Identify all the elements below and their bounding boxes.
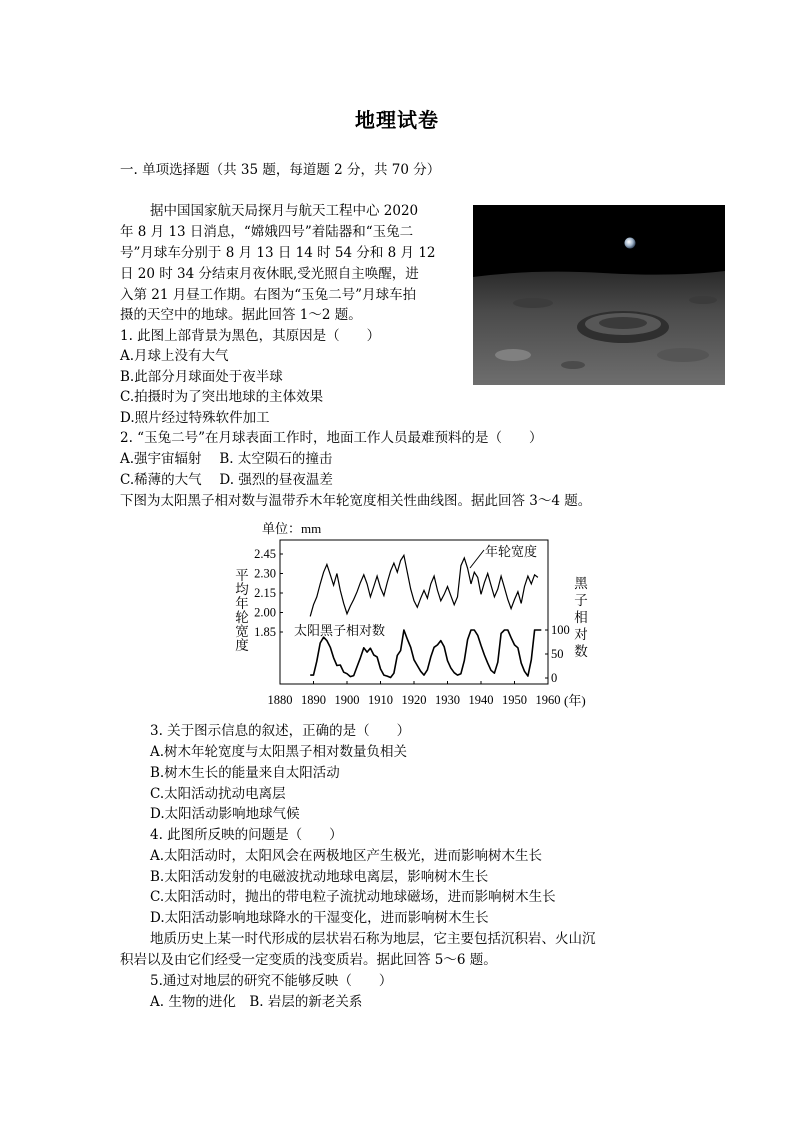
chart-frame <box>280 540 548 684</box>
earth-icon <box>625 238 636 249</box>
legend-label-sunspot: 太阳黑子相对数 <box>294 623 386 638</box>
question-3-option: D.太阳活动影响地球气候 <box>150 806 300 822</box>
question-1-stem: 1. 此图上部背景为黑色，其原因是（ ） <box>120 328 381 344</box>
x-tick-label: 1930 <box>435 693 460 707</box>
y-right-tick-label: 0 <box>551 671 558 685</box>
moon-earth-photo-art <box>473 205 725 385</box>
x-axis-unit-label: (年) <box>564 693 586 708</box>
x-tick-label: 1920 <box>401 693 427 707</box>
y-left-axis-label-char: 宽 <box>235 624 249 639</box>
passage1-line: 据中国国家航天局探月与航天工程中心 2020 <box>150 203 419 219</box>
y-right-axis-label-char: 子 <box>574 593 588 608</box>
section-heading: 一. 单项选择题（共 35 题，每道题 2 分，共 70 分） <box>120 162 441 178</box>
x-tick-label: 1960 <box>535 693 561 707</box>
question-3-stem: 3. 关于图示信息的叙述，正确的是（ ） <box>150 723 411 739</box>
question-2-stem: 2. “玉兔二号”在月球表面工作时，地面工作人员最难预料的是（ ） <box>120 430 543 446</box>
question-1-option: A.月球上没有大气 <box>120 348 229 364</box>
question-1-option: B.此部分月球面处于夜半球 <box>120 369 283 385</box>
y-left-axis-label-char: 度 <box>235 638 249 653</box>
y-right-axis-label-char: 对 <box>574 627 588 642</box>
question-5-stem: 5.通过对地层的研究不能够反映（ ） <box>150 973 393 989</box>
passage1-line: 入第 21 月昼工作期。右图为“玉兔二号”月球车拍 <box>120 287 417 303</box>
question-4-option: D.太阳活动影响地球降水的干湿变化，进而影响树木生长 <box>150 910 489 926</box>
y-left-tick-label: 1.85 <box>254 625 276 639</box>
x-tick-label: 1900 <box>334 693 360 707</box>
x-tick-label: 1950 <box>502 693 527 707</box>
question-3-option: A.树木年轮宽度与太阳黑子相对数量负相关 <box>150 744 408 760</box>
x-tick-label: 1910 <box>368 693 393 707</box>
moon-earth-photo <box>473 205 725 385</box>
passage1-line: 日 20 时 34 分结束月夜休眠,受光照自主唤醒，进 <box>120 266 419 282</box>
series-line-ring-width <box>310 555 538 616</box>
y-right-tick-label: 100 <box>551 623 570 637</box>
passage3-line: 积岩以及由它们经受一定变质的浅变质岩。据此回答 5～6 题。 <box>120 952 497 968</box>
legend-label-ring-width: 年轮宽度 <box>485 544 538 559</box>
chart-unit-label: 单位：mm <box>262 521 322 536</box>
question-1-option: D.照片经过特殊软件加工 <box>120 410 270 426</box>
chart-svg <box>228 518 598 714</box>
y-left-axis-label-char: 年 <box>235 596 249 611</box>
question-4-option: B.太阳活动发射的电磁波扰动地球电离层，影响树木生长 <box>150 869 489 885</box>
passage1-line: 号”月球车分别于 8 月 13 日 14 时 54 分和 8 月 12 <box>120 245 436 261</box>
x-tick-label: 1880 <box>267 693 293 707</box>
question-4-option: A.太阳活动时，太阳风会在两极地区产生极光，进而影响树木生长 <box>150 848 543 864</box>
y-left-tick-label: 2.00 <box>254 605 276 620</box>
y-right-axis-label-char: 数 <box>574 644 588 659</box>
passage1-line: 年 8 月 13 日消息，“嫦娥四号”着陆器和“玉兔二 <box>120 224 414 240</box>
y-right-axis-label-char: 黑 <box>574 576 588 591</box>
question-4-option: C.太阳活动时，抛出的带电粒子流扰动地球磁场，进而影响树木生长 <box>150 889 556 905</box>
sunspot-treering-chart <box>228 518 598 714</box>
x-tick-label: 1890 <box>301 693 326 707</box>
passage1-line: 摄的天空中的地球。据此回答 1～2 题。 <box>120 307 362 323</box>
y-left-axis-label-char: 均 <box>235 582 249 597</box>
question-5-options-row: A. 生物的进化 B. 岩层的新老关系 <box>150 994 363 1010</box>
y-left-tick-label: 2.15 <box>254 586 276 600</box>
y-left-tick-label: 2.30 <box>254 566 276 581</box>
y-left-axis-label-char: 平 <box>235 568 249 583</box>
question-3-option: B.树木生长的能量来自太阳活动 <box>150 765 340 781</box>
page-title: 地理试卷 <box>355 108 439 132</box>
y-right-axis-label-char: 相 <box>574 610 588 625</box>
passage2-text: 下图为太阳黑子相对数与温带乔木年轮宽度相关性曲线图。据此回答 3～4 题。 <box>120 493 592 509</box>
passage3-line: 地质历史上某一时代形成的层状岩石称为地层，它主要包括沉积岩、火山沉 <box>150 931 596 947</box>
y-left-tick-label: 2.45 <box>254 547 276 561</box>
question-2-options-row: C.稀薄的大气 D. 强烈的昼夜温差 <box>120 472 333 488</box>
x-tick-label: 1940 <box>468 693 494 707</box>
question-2-options-row: A.强宇宙辐射 B. 太空陨石的撞击 <box>120 451 333 467</box>
question-3-option: C.太阳活动扰动电离层 <box>150 786 286 802</box>
y-right-tick-label: 50 <box>551 647 564 661</box>
question-4-stem: 4. 此图所反映的问题是（ ） <box>150 827 343 843</box>
question-1-option: C.拍摄时为了突出地球的主体效果 <box>120 389 324 405</box>
y-left-axis-label-char: 轮 <box>235 610 249 625</box>
ring-label-pointer <box>470 550 484 568</box>
